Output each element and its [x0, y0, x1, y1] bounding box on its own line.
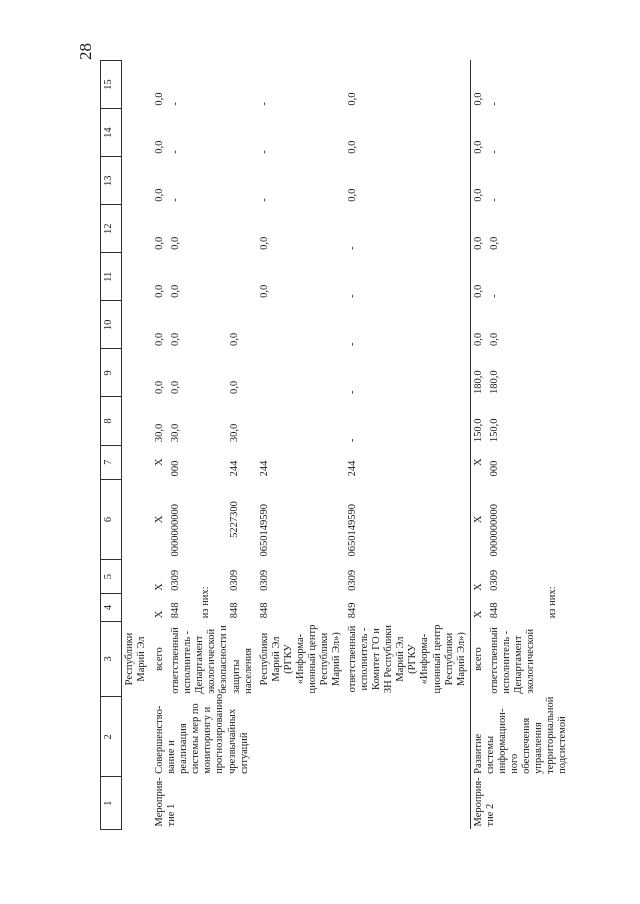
table-cell: 848 [488, 602, 500, 619]
table-cell: 150,0 [470, 397, 487, 445]
header-cell: 10 [101, 301, 122, 349]
page-number: 28 [76, 43, 95, 60]
measure-title: Совершенство-вание и реализация системы мер по мониторингу и прогнозированию чрезвычайных ситуаций [154, 693, 250, 774]
table-cell: 180,0 [470, 349, 487, 397]
table-cell: Х [154, 610, 166, 619]
table-cell: 0,0 [154, 380, 166, 394]
table-cell: 0,0 [154, 284, 166, 298]
table-cell: ответственный исполнитель - Департамент экологической безопасности и защиты населения [170, 625, 254, 694]
table-cell: 0,0 [170, 380, 182, 394]
header-cell: 15 [101, 61, 122, 109]
table-cell: Республики Марий Эл (РГКУ «Информа-ционный центр Республики Марий Эл») [258, 624, 342, 694]
table-cell: Х [470, 559, 487, 593]
table-cell: 0,0 [488, 332, 500, 346]
table-cell: 244 [258, 460, 270, 477]
table-cell: всего [154, 647, 166, 671]
table-cell: Х [154, 458, 166, 467]
table-cell: 0,0 [470, 109, 487, 157]
table-cell: 0,0 [154, 332, 166, 346]
table-cell: из них: [199, 586, 211, 619]
table-cell: 0650149590 [347, 503, 359, 557]
header-cell: 6 [101, 479, 122, 559]
table-sheet [100, 60, 569, 830]
table-cell: Х [470, 594, 487, 621]
header-cell: 7 [101, 445, 122, 479]
table-cell: 848 [170, 602, 182, 619]
header-cell: 12 [101, 205, 122, 253]
table-cell: 0,0 [154, 188, 166, 202]
table-cell: - [347, 342, 359, 346]
table-row [470, 61, 487, 830]
header-cell: 13 [101, 157, 122, 205]
table-cell: - [347, 294, 359, 298]
table-cell: 150,0 [488, 418, 500, 443]
table-cell: из них: [547, 586, 559, 619]
table-cell: 0,0 [470, 301, 487, 349]
measure-name: Мероприя-тие 1 [154, 777, 178, 827]
table-cell: 0,0 [154, 236, 166, 250]
table-cell: 000 [170, 460, 182, 477]
header-cell: 5 [101, 559, 122, 593]
header-cell: 1 [101, 777, 122, 830]
table-cell: - [258, 102, 270, 106]
table-cell: 0650149590 [258, 503, 270, 557]
measure-name: Мероприя-тие 2 [470, 777, 571, 830]
continuation-text: Республики Марий Эл [124, 632, 148, 686]
table-cell: 0,0 [170, 284, 182, 298]
table-cell: 0309 [488, 569, 500, 591]
table-cell: 0000000000 [488, 503, 500, 557]
header-cell: 9 [101, 349, 122, 397]
table-cell: 0,0 [470, 157, 487, 205]
table-cell: - [488, 198, 500, 202]
table-cell: 849 [347, 602, 359, 619]
table-cell: 0,0 [470, 253, 487, 301]
table-cell: 0,0 [347, 92, 359, 106]
table-cell: 0,0 [229, 332, 241, 346]
table-cell: - [347, 246, 359, 250]
table-cell: 0309 [347, 569, 359, 591]
table-cell: всего [470, 621, 487, 697]
table-cell: - [347, 438, 359, 443]
table-cell: Х [154, 515, 166, 524]
table-cell: 0,0 [347, 140, 359, 154]
table-cell: 0309 [170, 569, 182, 591]
table-cell: - [258, 198, 270, 202]
header-cell: 3 [101, 621, 122, 697]
header-cell: 11 [101, 253, 122, 301]
header-cell: 4 [101, 594, 122, 621]
table-cell: 0,0 [258, 284, 270, 298]
table-cell: 0,0 [154, 140, 166, 154]
table-cell: 0,0 [154, 92, 166, 106]
table-cell: 0,0 [470, 61, 487, 109]
table-cell: - [488, 102, 500, 106]
continuation-row [122, 61, 153, 830]
table-cell: 244 [229, 460, 241, 477]
table-cell: 5227300 [229, 501, 241, 538]
table-cell: - [170, 198, 182, 202]
table-cell: ответственный исполнитель - Комитет ГО и ЗН Республики Марий Эл (РГКУ «Информа-ционный центр Республики Марий Эл») [347, 624, 467, 694]
table-cell: 0,0 [258, 236, 270, 250]
header-cell: 14 [101, 109, 122, 157]
table-cell: ответственный исполнитель - Департамент экологической [488, 627, 536, 694]
table-cell: - [347, 390, 359, 394]
table-cell: 0,0 [488, 236, 500, 250]
table-cell: 0,0 [170, 236, 182, 250]
table-cell: 0,0 [229, 380, 241, 394]
table-cell: - [170, 102, 182, 106]
table-cell: 180,0 [488, 370, 500, 394]
header-cell: 8 [101, 397, 122, 445]
table-cell: 0309 [229, 569, 241, 591]
table-cell: 0,0 [470, 205, 487, 253]
table-cell: 30,0 [229, 423, 241, 443]
table-cell: 30,0 [154, 423, 166, 443]
table-cell: 0309 [258, 569, 270, 591]
budget-table [100, 60, 571, 830]
table-cell: Х [470, 445, 487, 479]
header-row [101, 61, 122, 830]
table-cell: - [170, 150, 182, 154]
table-cell: 30,0 [170, 423, 182, 443]
table-cell: - [258, 150, 270, 154]
table-cell: 848 [229, 602, 241, 619]
table-cell: 0,0 [170, 332, 182, 346]
table-cell: Х [470, 479, 487, 559]
measure-title: Развитие системы информацион-ного обеспечения управления территориальной подсистемой [470, 697, 571, 777]
header-cell: 2 [101, 697, 122, 777]
table-cell: 000 [488, 460, 500, 477]
table-cell: 0,0 [347, 188, 359, 202]
table-cell: - [488, 150, 500, 154]
table-cell: 848 [258, 602, 270, 619]
table-cell: Х [154, 583, 166, 591]
table-row [152, 61, 168, 830]
table-cell: 0000000000 [170, 503, 182, 557]
table-cell: 244 [347, 460, 359, 477]
table-cell: - [488, 294, 500, 298]
